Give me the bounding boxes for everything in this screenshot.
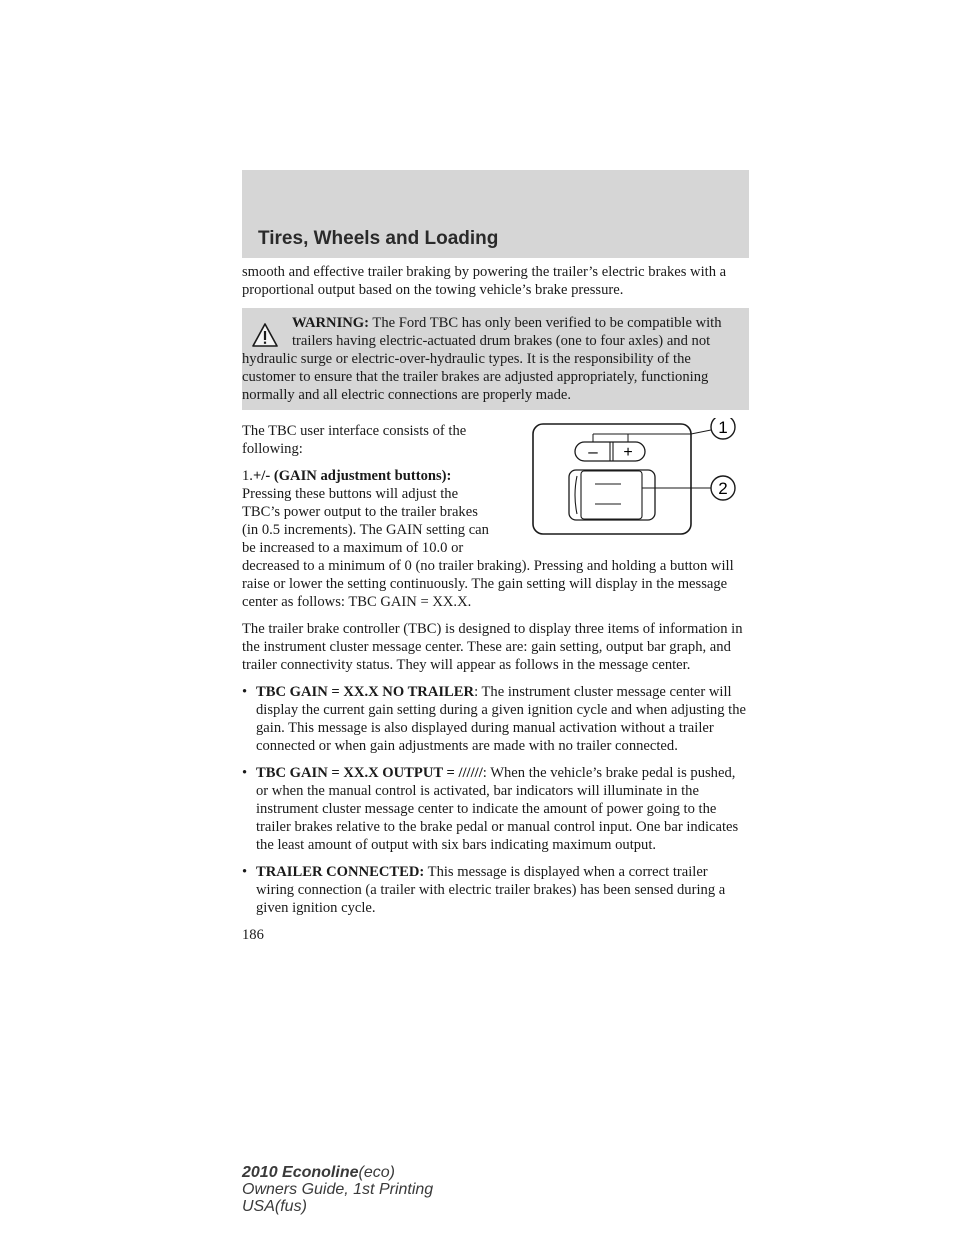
warning-label: WARNING:	[292, 315, 370, 331]
warning-box	[242, 308, 749, 410]
footer-model-code: (eco)	[358, 1164, 395, 1181]
item-text: Pressing these buttons will adjust the TBC’s power output to the trailer brakes (in 0.5 increments). The GAIN setting can be increased to a maximum of 10.0 or decreased to a minimum of 0 (no trailer braking). Pressing and holding a button will raise or lower the setting continuously. The gain setting will display in the message center as follows: TBC GAIN = XX.X.	[242, 486, 734, 610]
bullet-label: TRAILER CONNECTED:	[256, 864, 425, 880]
bullet-label: TBC GAIN = XX.X OUTPUT = //////	[256, 765, 483, 781]
page-content	[242, 263, 749, 944]
bullet-mark: •	[242, 684, 248, 700]
bullet-item	[242, 764, 749, 854]
bullet-content	[256, 764, 749, 854]
bullet-content	[256, 683, 749, 755]
footer-market: USA	[242, 1198, 275, 1215]
warning-text: The Ford TBC has only been verified to be compatible with trailers having electric-actuated drum brakes (one to four axles) and not hydraulic surge or electric-over-hydraulic types. It is the responsibility of the customer to ensure that the trailer brakes are adjusted appropriately, functioning normally and all electric connections are properly made.	[242, 315, 722, 403]
footer-line-1	[242, 1164, 433, 1181]
section-title: Tires, Wheels and Loading	[258, 228, 499, 249]
item-label: +/- (GAIN adjustment buttons):	[252, 468, 452, 484]
footer-market-code: (fus)	[274, 1198, 307, 1215]
callout-1: 1	[718, 418, 728, 437]
plus-button-glyph: +	[623, 444, 633, 461]
intro-paragraph: smooth and effective trailer braking by powering the trailer’s electric brakes with a proportional output based on the towing vehicle’s brake pressure.	[242, 264, 727, 298]
bullet-item	[242, 683, 749, 755]
bullet-text: : The instrument cluster message center will display the current gain setting during a given ignition cycle and when adjusting the gain. This message is also displayed during manual activation without a trailer connected or when gain adjustments are made with no trailer connected.	[256, 684, 746, 754]
bullet-mark: •	[242, 864, 248, 880]
minus-button-glyph: –	[588, 442, 598, 461]
footer-model: 2010 Econoline	[242, 1164, 359, 1181]
bullet-label: TBC GAIN = XX.X NO TRAILER	[256, 684, 475, 700]
tbc-controls-figure	[501, 418, 759, 538]
bullet-text: : When the vehicle’s brake pedal is pushed, or when the manual control is activated, bar indicators will illuminate in the instrument cluster message center to indicate the amount of power going to the trailer brakes relative to the brake pedal or manual control input. One bar indicates the least amount of output with six bars indicating maximum output.	[256, 765, 739, 853]
section-header	[242, 170, 749, 258]
footer	[242, 1164, 433, 1215]
bullet-mark: •	[242, 765, 248, 781]
footer-line-2: Owners Guide, 1st Printing	[242, 1181, 434, 1198]
page-number: 186	[242, 927, 264, 943]
item-number: 1.	[242, 468, 253, 484]
callout-2: 2	[718, 479, 728, 498]
interface-intro: The TBC user interface consists of the following:	[242, 423, 467, 457]
footer-line-3	[242, 1198, 433, 1215]
warning-triangle-icon	[252, 322, 278, 348]
bullet-item	[242, 863, 749, 917]
display-paragraph: The trailer brake controller (TBC) is designed to display three items of information in the instrument cluster message center. These are: gain setting, output bar graph, and trailer connectivity status. They will appear as follows in the message center.	[242, 621, 743, 673]
bullet-text: This message is displayed when a correct trailer wiring connection (a trailer with electric trailer brakes) has been sensed during a given ignition cycle.	[256, 864, 726, 916]
warning-body	[242, 314, 739, 404]
bullet-content	[256, 863, 749, 917]
